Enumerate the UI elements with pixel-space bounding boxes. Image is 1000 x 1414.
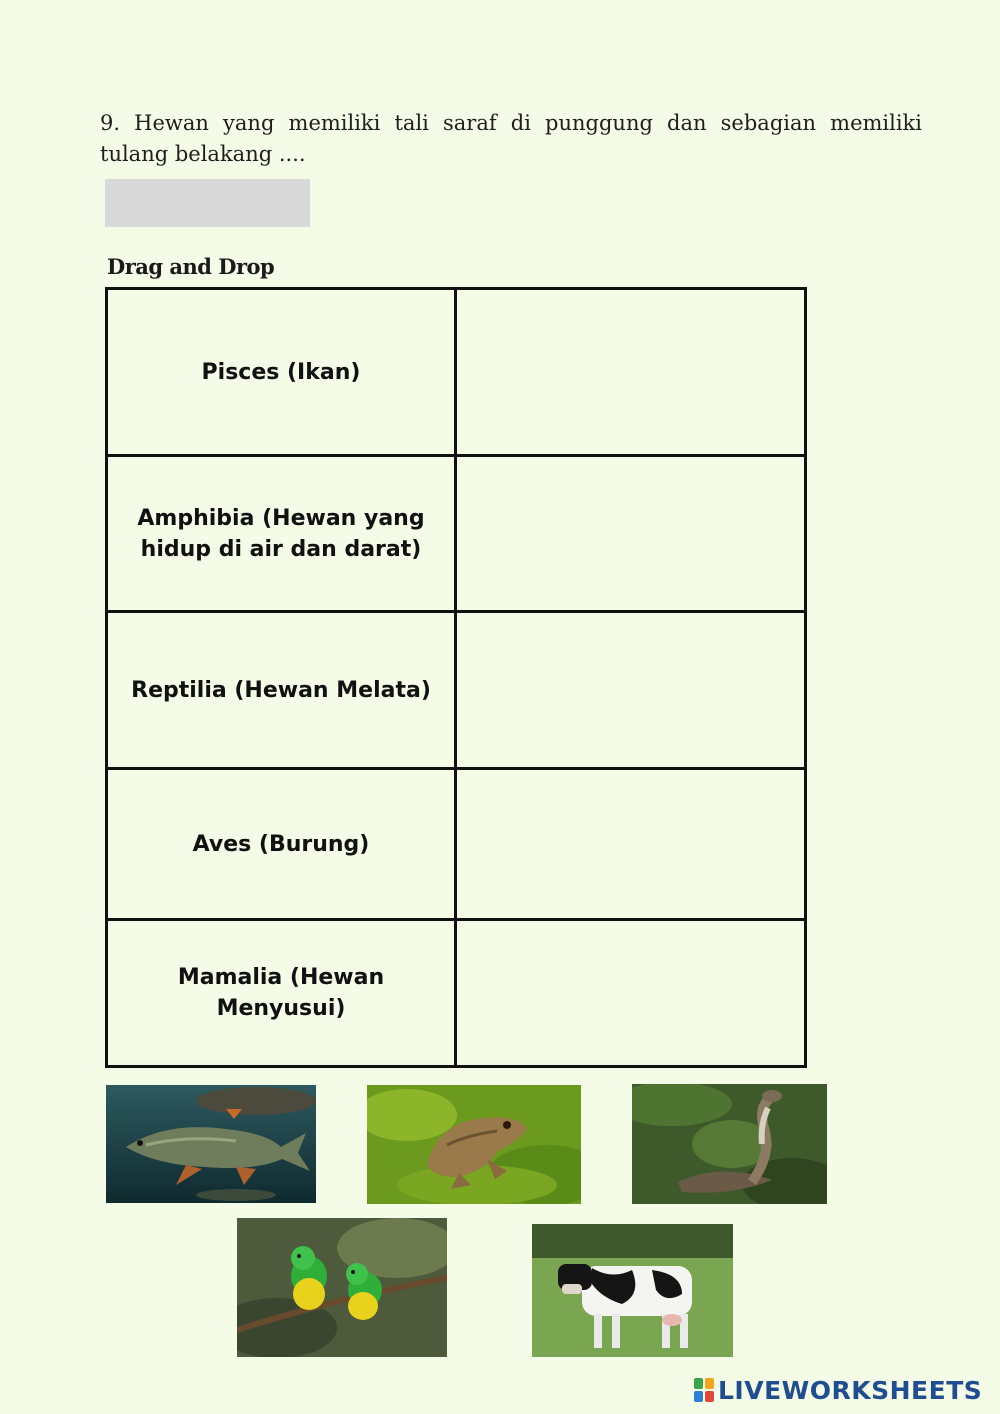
liveworksheets-brand-text: LIVEWORKSHEETS — [718, 1375, 983, 1405]
drop-zone-reptilia[interactable] — [457, 613, 804, 767]
table-row — [108, 290, 804, 454]
drag-and-drop-title: Drag and Drop — [107, 254, 275, 279]
answer-input[interactable] — [105, 179, 310, 227]
liveworksheets-logo-icon — [694, 1378, 714, 1402]
table-row — [108, 457, 804, 610]
cow-image[interactable] — [532, 1224, 733, 1357]
drop-zone-pisces[interactable] — [457, 290, 804, 454]
frog-image[interactable] — [367, 1085, 581, 1204]
category-label-aves: Aves (Burung) — [108, 770, 457, 918]
category-label-reptilia: Reptilia (Hewan Melata) — [108, 613, 457, 767]
birds-image[interactable] — [237, 1218, 447, 1357]
liveworksheets-logo — [694, 1375, 982, 1405]
category-label-pisces: Pisces (Ikan) — [108, 290, 457, 454]
question-text: 9. Hewan yang memiliki tali saraf di punggung dan sebagian memiliki tulang belakang .... — [100, 111, 922, 166]
drop-zone-mamalia[interactable] — [457, 921, 804, 1065]
table-row — [108, 613, 804, 767]
table-row — [108, 770, 804, 918]
drag-drop-table — [105, 287, 807, 1068]
fish-image[interactable] — [106, 1085, 316, 1203]
drop-zone-aves[interactable] — [457, 770, 804, 918]
drop-zone-amphibia[interactable] — [457, 457, 804, 610]
category-label-mamalia: Mamalia (Hewan Menyusui) — [108, 921, 457, 1065]
category-label-amphibia: Amphibia (Hewan yang hidup di air dan darat) — [108, 457, 457, 610]
snake-image[interactable] — [632, 1084, 827, 1204]
table-row — [108, 921, 804, 1065]
